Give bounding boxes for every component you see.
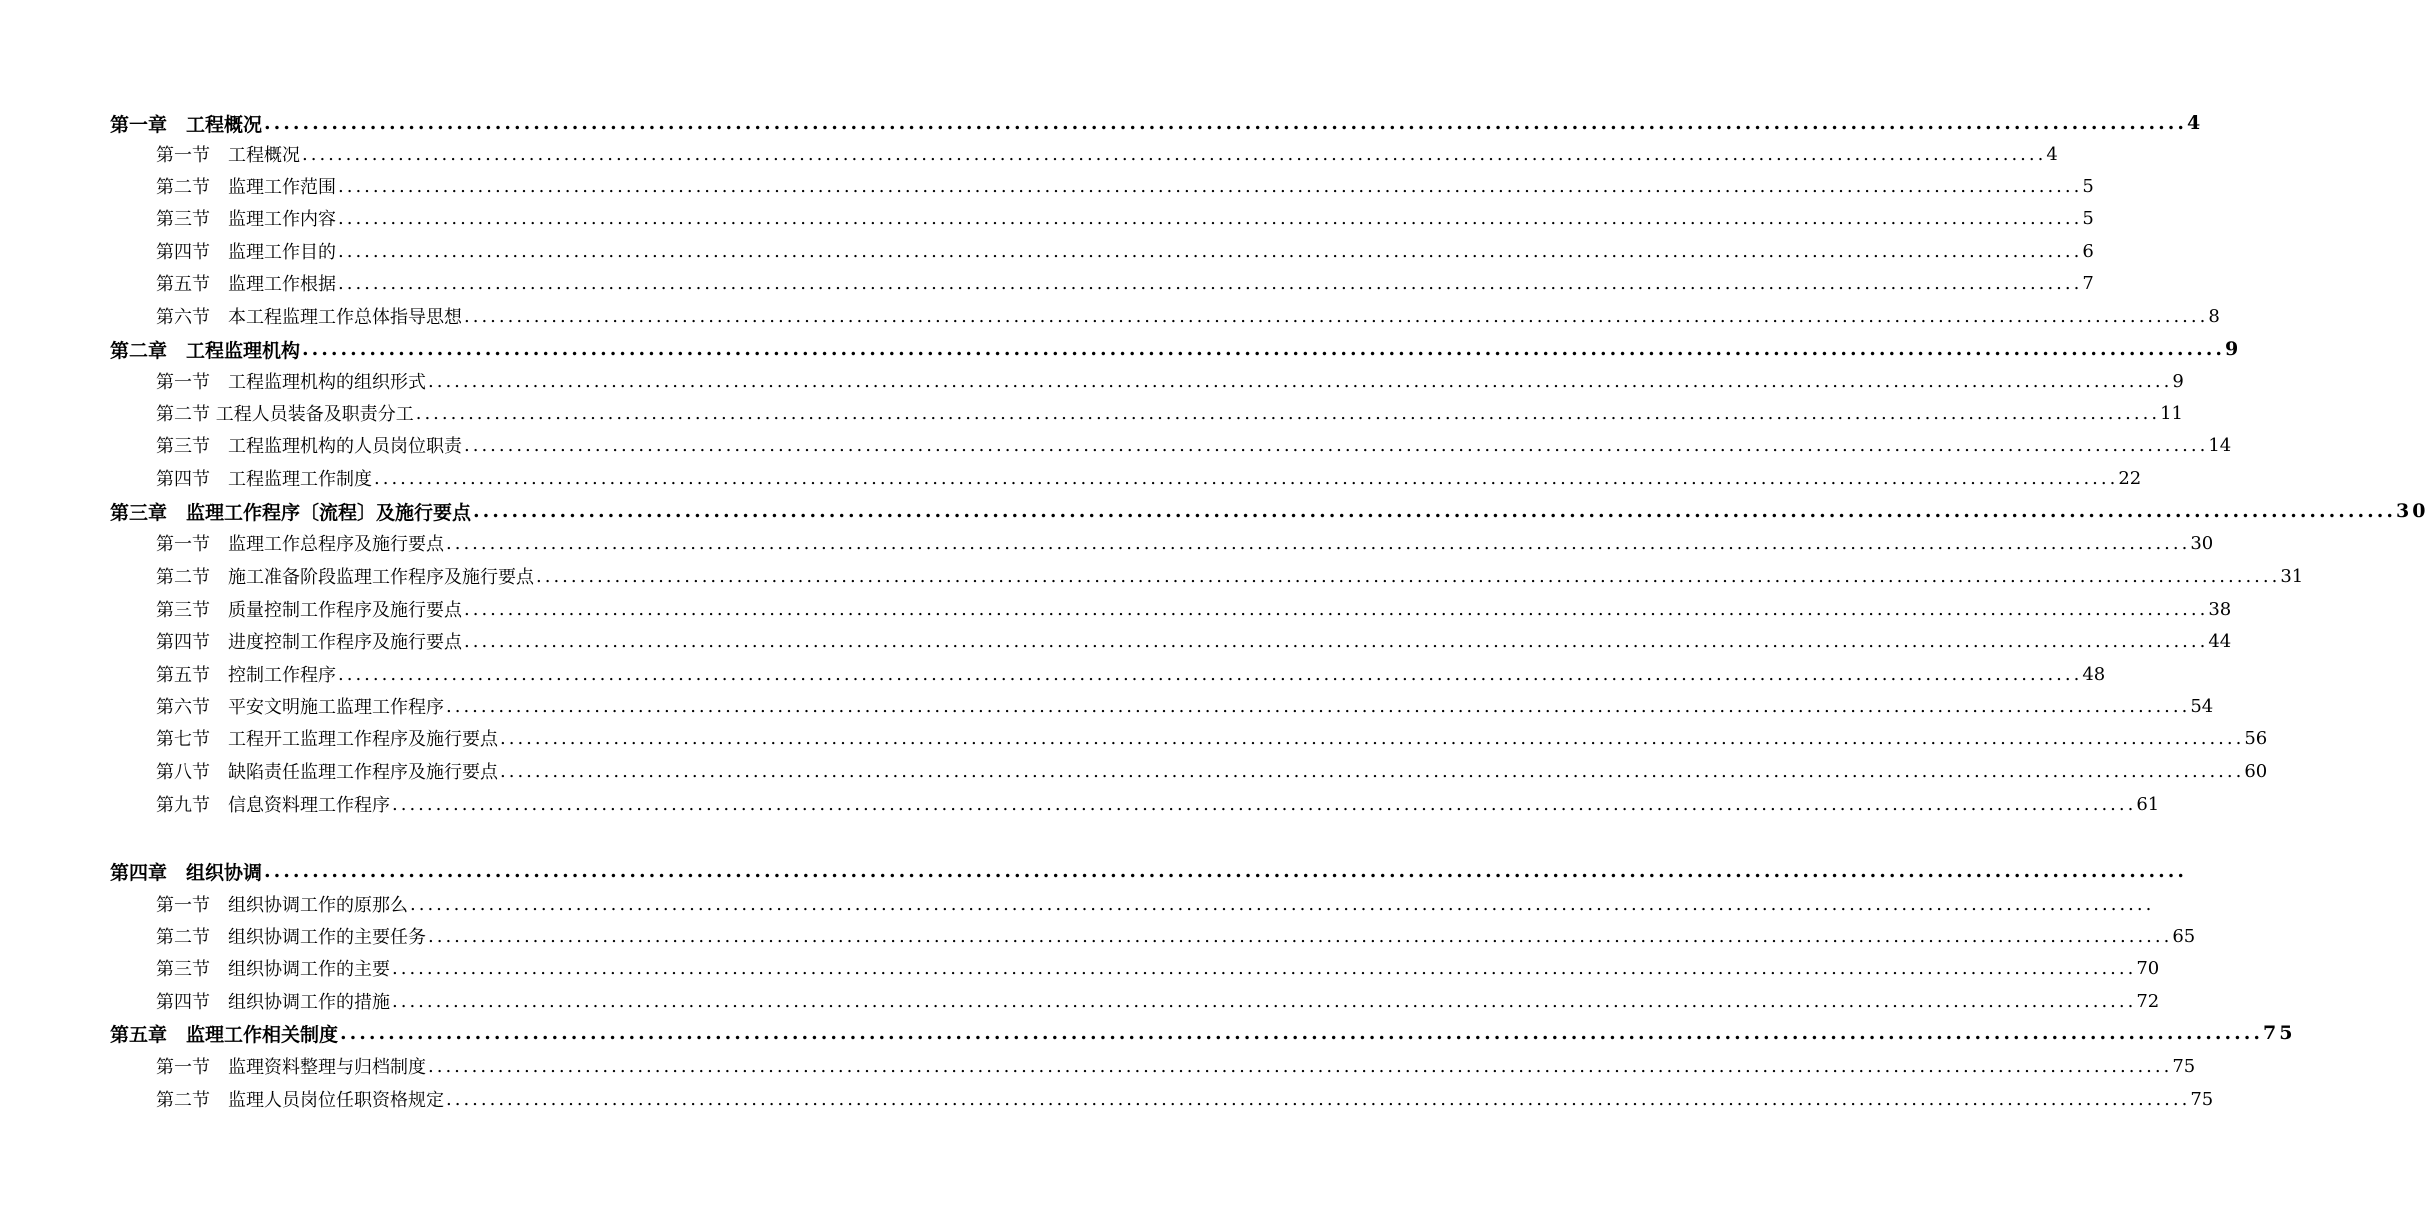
toc-section-entry[interactable] — [0, 1084, 2214, 1114]
dot-leader: ........................................................................................................................................................................................................ — [415, 402, 2161, 424]
toc-page-number: 75 — [2172, 1055, 2196, 1077]
toc-page-number: 61 — [2136, 793, 2160, 815]
toc-section-entry[interactable] — [0, 626, 2232, 656]
toc-page-number: 75 — [2262, 1022, 2296, 1044]
dot-leader: ........................................................................................................................................................................................................ — [410, 893, 2155, 915]
toc-chapter-entry[interactable] — [0, 108, 2204, 138]
toc-entry-title: 第二节 监理工作范围 — [156, 177, 336, 198]
dot-leader: ........................................................................................................................................................................................................ — [340, 1022, 2263, 1044]
toc-entry-title: 第一章 工程概况 — [110, 113, 263, 136]
toc-entry-title: 第四节 组织协调工作的措施 — [156, 992, 390, 1013]
dot-leader: ........................................................................................................................................................................................................ — [464, 630, 2209, 652]
dot-leader: ........................................................................................................................................................................................................ — [428, 925, 2173, 947]
dot-leader: ........................................................................................................................................................................................................ — [392, 793, 2137, 815]
toc-section-entry[interactable] — [0, 659, 2106, 689]
toc-entry-title: 第三章 监理工作程序〔流程〕及施行要点 — [110, 501, 472, 524]
dot-leader: ........................................................................................................................................................................................................ — [500, 760, 2245, 782]
toc-page-number: 5 — [2082, 175, 2094, 197]
toc-entry-title: 第八节 缺陷责任监理工作程序及施行要点 — [156, 762, 498, 783]
toc-section-entry[interactable] — [0, 236, 2094, 266]
toc-page-number: 6 — [2082, 240, 2094, 262]
toc-entry-title: 第二节 施工准备阶段监理工作程序及施行要点 — [156, 567, 534, 588]
toc-page-number: 9 — [2172, 370, 2184, 392]
dot-leader: ........................................................................................................................................................................................................ — [338, 240, 2083, 262]
toc-section-entry[interactable] — [0, 953, 2160, 983]
toc-section-entry[interactable] — [0, 528, 2214, 558]
toc-entry-title: 第一节 组织协调工作的原那么 — [156, 895, 408, 916]
toc-entry-title: 第六节 本工程监理工作总体指导思想 — [156, 307, 462, 328]
toc-section-entry[interactable] — [0, 463, 2142, 493]
toc-page-number: 54 — [2190, 695, 2214, 717]
dot-leader: ........................................................................................................................................................................................................ — [264, 860, 2187, 882]
toc-page-number: 9 — [2224, 338, 2242, 360]
toc-entry-title: 第九节 信息资料理工作程序 — [156, 795, 390, 816]
dot-leader: ........................................................................................................................................................................................................ — [464, 598, 2209, 620]
toc-chapter-entry[interactable] — [0, 1018, 2296, 1048]
toc-entry-title: 第二节 组织协调工作的主要任务 — [156, 927, 426, 948]
toc-section-entry[interactable] — [0, 691, 2214, 721]
toc-entry-title: 第五节 控制工作程序 — [156, 665, 336, 686]
dot-leader: ........................................................................................................................................................................................................ — [338, 272, 2083, 294]
toc-chapter-entry[interactable] — [0, 856, 2187, 886]
toc-section-entry[interactable] — [0, 139, 2058, 169]
toc-section-entry[interactable] — [0, 366, 2184, 396]
toc-entry-title: 第五章 监理工作相关制度 — [110, 1023, 339, 1046]
toc-section-entry[interactable] — [0, 398, 2183, 428]
toc-section-entry[interactable] — [0, 986, 2160, 1016]
toc-page-number: 70 — [2136, 957, 2160, 979]
toc-page-number: 7 — [2082, 272, 2094, 294]
toc-entry-title: 第三节 质量控制工作程序及施行要点 — [156, 600, 462, 621]
toc-section-entry[interactable] — [0, 889, 2155, 919]
toc-entry-title: 第六节 平安文明施工监理工作程序 — [156, 697, 444, 718]
toc-entry-title: 第三节 监理工作内容 — [156, 209, 336, 230]
toc-page-number: 38 — [2208, 598, 2232, 620]
toc-page-number: 22 — [2118, 467, 2142, 489]
dot-leader: ........................................................................................................................................................................................................ — [428, 1055, 2173, 1077]
toc-page-number: 8 — [2208, 305, 2220, 327]
dot-leader: ........................................................................................................................................................................................................ — [374, 467, 2119, 489]
toc-entry-title: 第三节 组织协调工作的主要 — [156, 959, 390, 980]
toc-chapter-entry[interactable] — [0, 496, 2428, 526]
toc-entry-title: 第四章 组织协调 — [110, 861, 263, 884]
toc-entry-title: 第二节 监理人员岗位任职资格规定 — [156, 1090, 444, 1111]
toc-section-entry[interactable] — [0, 789, 2160, 819]
dot-leader: ........................................................................................................................................................................................................ — [338, 207, 2083, 229]
toc-page-number: 48 — [2082, 663, 2106, 685]
toc-section-entry[interactable] — [0, 430, 2232, 460]
toc-section-entry[interactable] — [0, 723, 2268, 753]
toc-page-number: 4 — [2046, 143, 2058, 165]
toc-entry-title: 第三节 工程监理机构的人员岗位职责 — [156, 436, 462, 457]
dot-leader: ........................................................................................................................................................................................................ — [302, 338, 2225, 360]
toc-section-entry[interactable] — [0, 301, 2220, 331]
dot-leader: ........................................................................................................................................................................................................ — [392, 990, 2137, 1012]
dot-leader: ........................................................................................................................................................................................................ — [338, 175, 2083, 197]
dot-leader: ........................................................................................................................................................................................................ — [446, 532, 2191, 554]
toc-page-number: 4 — [2186, 112, 2204, 134]
dot-leader: ........................................................................................................................................................................................................ — [392, 957, 2137, 979]
dot-leader: ........................................................................................................................................................................................................ — [464, 434, 2209, 456]
toc-entry-title: 第二章 工程监理机构 — [110, 339, 301, 362]
dot-leader: ........................................................................................................................................................................................................ — [338, 663, 2083, 685]
toc-entry-title: 第二节 工程人员装备及职责分工 — [156, 404, 414, 425]
dot-leader: ........................................................................................................................................................................................................ — [264, 112, 2187, 134]
toc-chapter-entry[interactable] — [0, 334, 2242, 364]
toc-entry-title: 第七节 工程开工监理工作程序及施行要点 — [156, 729, 498, 750]
toc-entry-title: 第五节 监理工作根据 — [156, 274, 336, 295]
dot-leader: ........................................................................................................................................................................................................ — [536, 565, 2281, 587]
toc-page-number: 30 — [2190, 532, 2214, 554]
toc-section-entry[interactable] — [0, 203, 2094, 233]
toc-page-number: 60 — [2244, 760, 2268, 782]
toc-page-number: 31 — [2280, 565, 2304, 587]
toc-entry-title: 第一节 监理工作总程序及施行要点 — [156, 534, 444, 555]
toc-page-number: 75 — [2190, 1088, 2214, 1110]
toc-page-number: 56 — [2244, 727, 2268, 749]
toc-page-number: 5 — [2082, 207, 2094, 229]
toc-page-number: 30 — [2395, 500, 2428, 522]
toc-section-entry[interactable] — [0, 594, 2232, 624]
toc-entry-title: 第四节 工程监理工作制度 — [156, 469, 372, 490]
toc-page-number: 14 — [2208, 434, 2232, 456]
dot-leader: ........................................................................................................................................................................................................ — [500, 727, 2245, 749]
toc-entry-title: 第一节 工程监理机构的组织形式 — [156, 372, 426, 393]
toc-section-entry[interactable] — [0, 268, 2094, 298]
dot-leader: ........................................................................................................................................................................................................ — [464, 305, 2209, 327]
toc-entry-title: 第一节 监理资料整理与归档制度 — [156, 1057, 426, 1078]
toc-section-entry[interactable] — [0, 561, 2304, 591]
dot-leader: ........................................................................................................................................................................................................ — [302, 143, 2047, 165]
dot-leader: ........................................................................................................................................................................................................ — [446, 695, 2191, 717]
toc-page-number: 65 — [2172, 925, 2196, 947]
toc-section-entry[interactable] — [0, 1051, 2196, 1081]
dot-leader: ........................................................................................................................................................................................................ — [473, 500, 2396, 522]
toc-page-number: 72 — [2136, 990, 2160, 1012]
toc-entry-title: 第四节 监理工作目的 — [156, 242, 336, 263]
toc-section-entry[interactable] — [0, 756, 2268, 786]
toc-page-number: 11 — [2160, 402, 2183, 424]
toc-section-entry[interactable] — [0, 921, 2196, 951]
toc-section-entry[interactable] — [0, 171, 2094, 201]
dot-leader: ........................................................................................................................................................................................................ — [428, 370, 2173, 392]
dot-leader: ........................................................................................................................................................................................................ — [446, 1088, 2191, 1110]
toc-page-number: 44 — [2208, 630, 2232, 652]
toc-entry-title: 第四节 进度控制工作程序及施行要点 — [156, 632, 462, 653]
toc-entry-title: 第一节 工程概况 — [156, 145, 300, 166]
